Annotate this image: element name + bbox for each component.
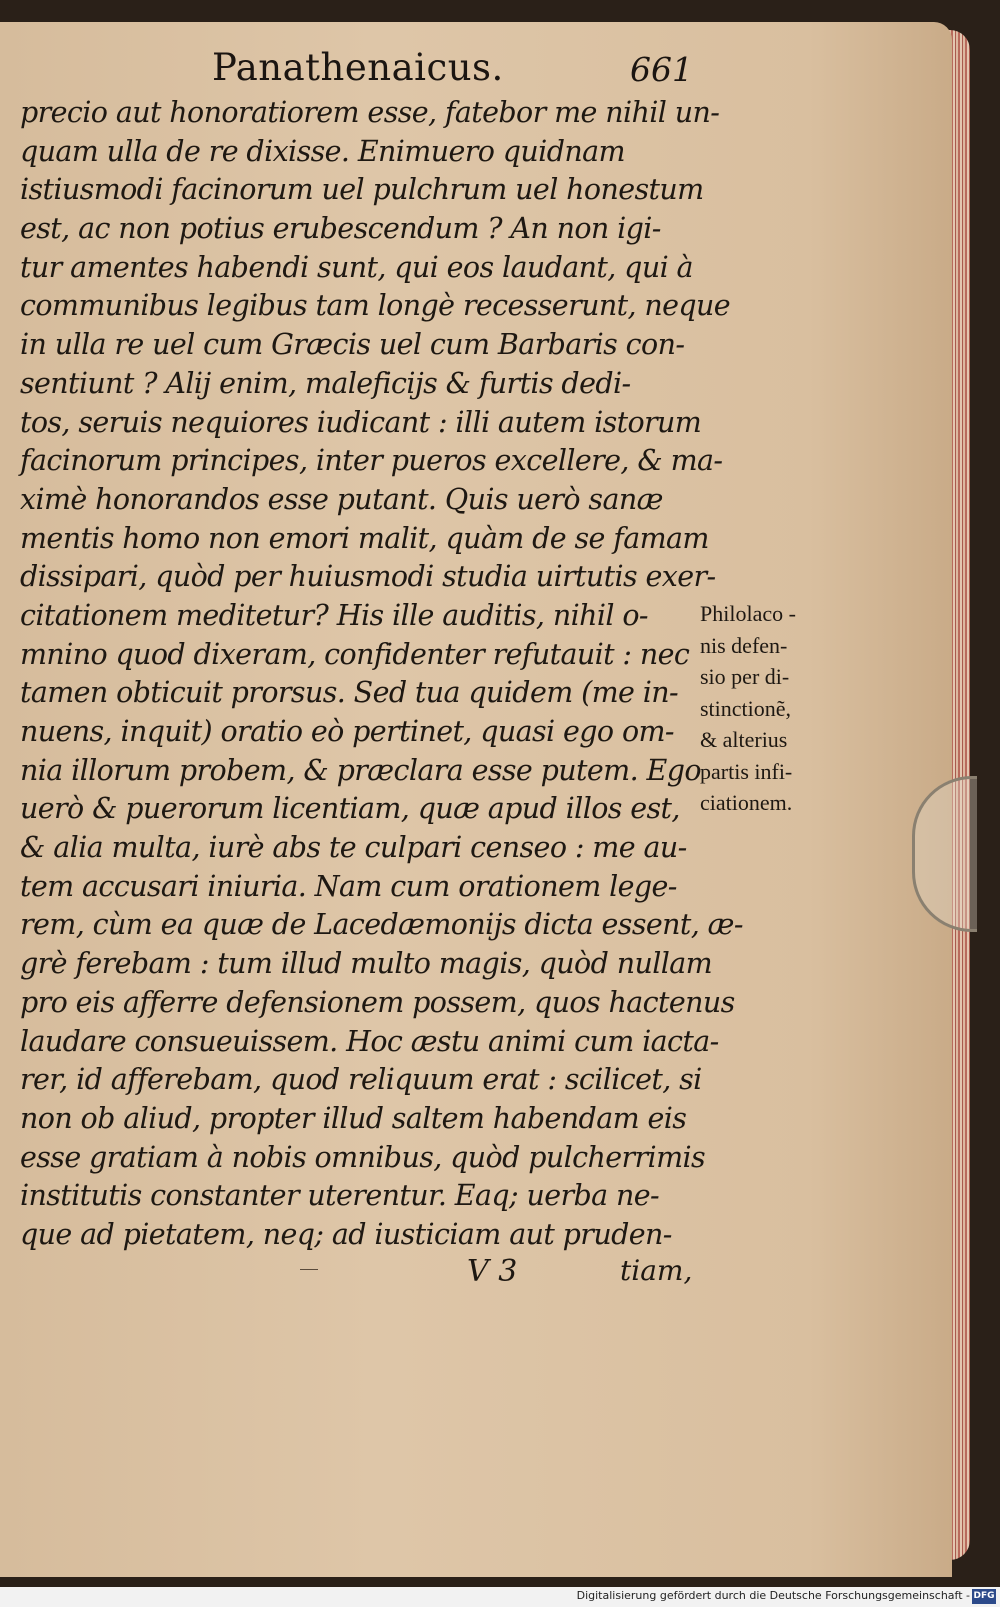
margin-note-line: sio per di- xyxy=(700,664,790,689)
text-line: sentiunt ? Alij enim, maleficijs & furtis dedi- xyxy=(20,366,631,400)
margin-note-line: partis infi- xyxy=(700,758,793,784)
text-line: dissipari, quòd per huiusmodi studia uirtutis exer- xyxy=(20,560,716,594)
text-line: mnino quod dixeram, confidenter refutauit : nec xyxy=(20,637,690,671)
catchword: tiam, xyxy=(620,1254,693,1287)
text-line: citationem meditetur? His ille auditis, nihil o- xyxy=(20,598,648,632)
margin-note-line: & alterius xyxy=(700,727,788,752)
running-title: Panathenaicus. xyxy=(212,46,504,89)
text-line: facinorum principes, inter pueros excellere, & ma- xyxy=(20,444,723,478)
signature-rule xyxy=(300,1269,318,1270)
margin-note-line: nis defen- xyxy=(700,632,788,658)
text-line: grè ferebam : tum illud multo magis, quòd nullam xyxy=(20,947,713,981)
margin-note-line: ciationem. xyxy=(700,790,793,815)
text-line: que ad pietatem, neq; ad iusticiam aut pruden- xyxy=(20,1217,672,1251)
text-line: tos, seruis nequiores iudicant : illi autem istorum xyxy=(20,405,702,439)
text-line: istiusmodi facinorum uel pulchrum uel honestum xyxy=(20,173,704,207)
text-line: tur amentes habendi sunt, qui eos laudant, qui à xyxy=(20,250,693,284)
margin-note xyxy=(700,598,830,819)
margin-note-line: Philolaco - xyxy=(700,601,796,626)
digitization-credit: Digitalisierung gefördert durch die Deutsche Forschungsgemeinschaft - xyxy=(576,1589,970,1602)
text-line: nuens, inquit) oratio eò pertinet, quasi ego om- xyxy=(20,715,674,748)
text-line: mentis homo non emori malit, quàm de se famam xyxy=(20,521,709,555)
text-line: laudare consueuissem. Hoc æstu animi cum iacta- xyxy=(20,1024,719,1058)
text-line: institutis constanter uterentur. Eaq; uerba ne- xyxy=(20,1179,660,1213)
dfg-logo-icon: DFG xyxy=(972,1589,996,1604)
page-number: 661 xyxy=(630,50,693,89)
text-line: precio aut honoratiorem esse, fatebor me nihil un- xyxy=(20,96,720,129)
text-line: esse gratiam à nobis omnibus, quòd pulcherrimis xyxy=(20,1140,706,1174)
text-line: in ulla re uel cum Græcis uel cum Barbaris con- xyxy=(20,328,685,362)
text-line: & alia multa, iurè abs te culpari censeo : me au- xyxy=(20,831,687,865)
text-line: rem, cùm ea quæ de Lacedæmonijs dicta essent, æ- xyxy=(20,908,743,942)
text-line: nia illorum probem, & præclara esse putem. Ego xyxy=(20,753,701,787)
text-line: rer, id afferebam, quod reliquum erat : scilicet, si xyxy=(20,1063,702,1097)
text-line: pro eis afferre defensionem possem, quos hactenus xyxy=(20,985,735,1019)
text-line: tamen obticuit prorsus. Sed tua quidem (me in- xyxy=(20,676,679,710)
body-text xyxy=(20,94,743,1255)
signature-mark: V 3 xyxy=(467,1254,518,1289)
text-line: quam ulla de re dixisse. Enimuero quidnam xyxy=(20,134,625,168)
text-line: uerò & puerorum licentiam, quæ apud illos est, xyxy=(20,792,680,826)
text-line: est, ac non potius erubescendum ? An non igi- xyxy=(20,212,661,246)
text-line: tem accusari iniuria. Nam cum orationem lege- xyxy=(20,869,677,903)
text-line: ximè honorandos esse putant. Quis uerò sanæ xyxy=(20,482,663,516)
margin-note-line: stinctionẽ, xyxy=(700,695,792,721)
text-line: communibus legibus tam longè recesserunt, neque xyxy=(20,289,731,323)
text-line: non ob aliud, propter illud saltem habendam eis xyxy=(20,1101,687,1135)
